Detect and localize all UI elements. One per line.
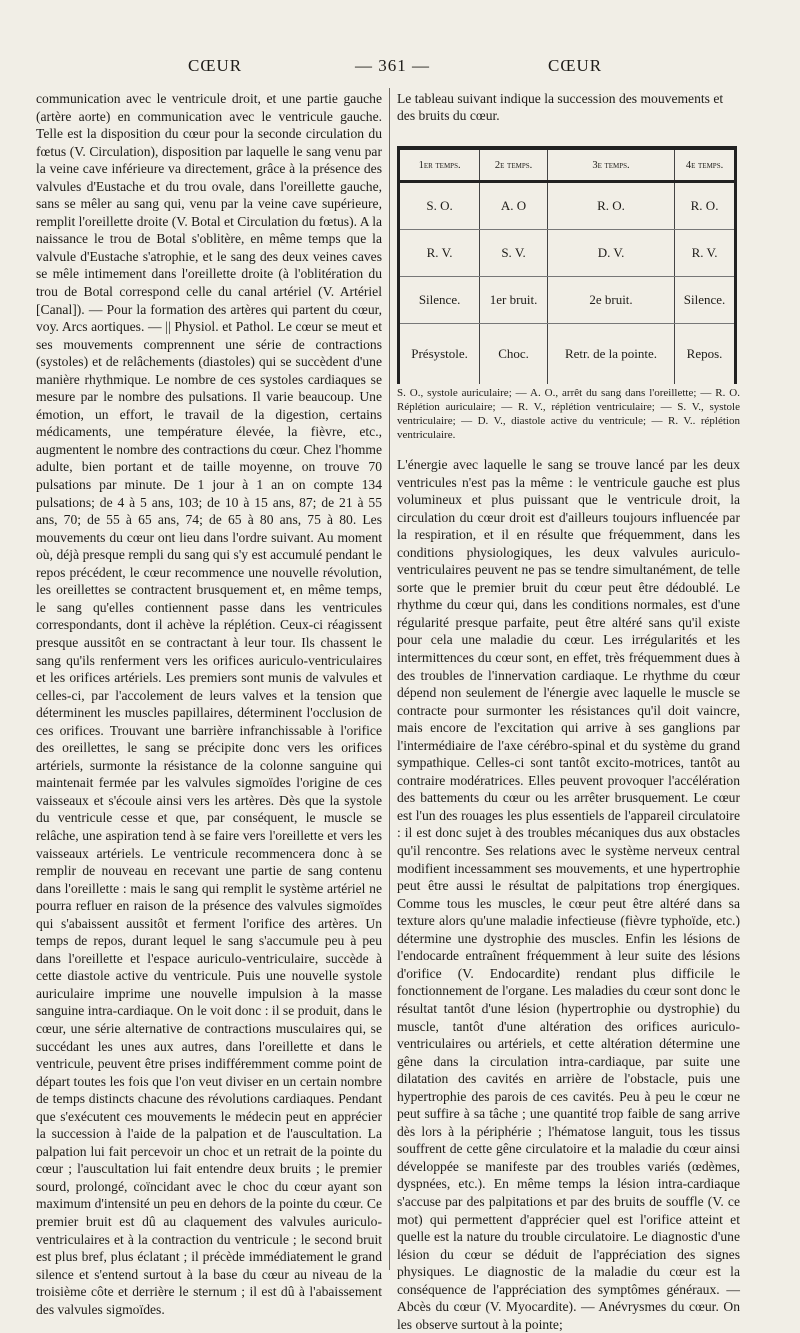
table-cell: 2e bruit. [547,277,674,324]
header-right-title: CŒUR [548,56,603,75]
table-row [399,182,736,230]
table-cell: Présystole. [399,324,480,385]
right-column-text: L'énergie avec laquelle le sang se trouve lancé par les deux ventricules n'est pas la même : le ventricule gauche est plus volumineux et plus puissant que le ventricule droit, la circulation du cœur droit est d'ailleurs toujours influencée par la respiration, et il en résulte que fréquemment, dans les conditions physiologiques, les deux valvules auriculo-ventriculaires peuvent ne pas se tendre simultanément, de telle sorte que le premier bruit du cœur peut être dédoublé. Le rhythme du cœur qui, dans les conditions normales, est d'une régularité presque parfaite, peut être altéré sans qu'il existe pour cela une maladie du cœur. Les irrégularités et les intermittences du cœur sont, en effet, très fréquemment dues à des troubles de l'innervation cardiaque. Le rhythme du cœur dépend non seulement de l'énergie avec laquelle le muscle se contracte pour surmonter les résistances qu'il doit vaincre, mais encore de l'excitation qui arrive à ses ganglions par l'intermédiaire de l'axe cérébro-spinal et du système du grand sympathique. Celles-ci sont tantôt excito-motrices, tantôt au contraire modératrices. Elles peuvent provoquer l'accélération des battements du cœur ou les arrêter brusquement. Le cœur est l'un des rouages les plus essentiels de l'appareil circulatoire : il est donc sujet à des troubles mécaniques dus aux obstacles qu'il rencontre. Ses relations avec le système nerveux central modifient incessamment ses mouvements, et une hypertrophie peut être aussi le résultat de palpitations trop énergiques. Comme tous les muscles, le cœur peut être altéré dans sa texture alors qu'une maladie infectieuse (fièvre typhoïde, etc.) détermine une dystrophie des muscles. Enfin les lésions de l'endocarde entraînent fréquemment à leur suite des lésions d'orifice (V. Endocardite) rendant plus difficile le fonctionnement de l'organe. Les maladies du cœur sont donc le résultat tantôt d'une lésion (hypertrophie ou dystrophie) du muscle, tantôt d'une altération des orifices auriculo-ventriculaires ou artériels, et cette altération détermine une gêne dans la circulation intra-cardiaque, par suite une dilatation des cavités en arrière de l'obstacle, puis une hypertrophie des parois de ces cavités. Peu à peu le cœur ne peut suffire à sa tâche ; une quantité trop faible de sang arrive dès lors à la périphérie ; l'hématose languit, tous les tissus souffrent de cette gêne circulatoire et la maladie du cœur ainsi développée se manifeste par des troubles variés (œdèmes, dyspnées, etc.). En même temps la lésion intra-cardiaque s'accuse par des palpitations et par des bruits de souffle (V. ce mot) qui permettent d'apprécier quel est l'orifice atteint et quelle est la nature du trouble circulatoire. Le diagnostic d'une lésion du cœur se déduit de l'appréciation des signes physiques. Le diagnostic de la maladie du cœur est la conséquence de l'appréciation des symptômes généraux. — Abcès du cœur (V. Myocardite). — Anévrysmes du cœur. On les observe surtout à la pointe; [397,457,740,1332]
table-cell: R. O. [547,182,674,230]
header-left-title: CŒUR [188,56,243,75]
table-cell: S. V. [480,230,548,277]
table-row [399,230,736,277]
left-column-text: communication avec le ventricule droit, et une partie gauche (artère aorte) en communication avec le ventricule gauche. Telle est la disposition du cœur pour la seconde circulation du fœtus (V. Circulation), disposition par laquelle le sang venu par la veine cave inférieure va directement, grâce à la présence des valvules d'Eustache et du trou ovale, dans l'oreillette gauche, sans se mêler au sang qui, venu par la veine cave supérieure, remplit l'oreillette droite (V. Botal et Circulation du fœtus). A la naissance le trou de Botal s'oblitère, en même temps que la valvule d'Eustache s'atrophie, et le sang des deux veines caves se mêle intimement dans l'oreillette droite (à l'oblitération du trou de Botal correspond celle du canal artériel (V. Artériel [Canal]). — Pour la formation des artères qui partent du cœur, voy. Arcs aortiques. — || Physiol. et Pathol. Le cœur se meut et ses mouvements comprennent une série de contractions (systoles) et de relâchements (diastoles) qui se succèdent d'une manière rhythmique. Le nombre de ces systoles cardiaques se mesure par le nombre des pulsations. Il varie beaucoup. Une émotion, un effort, le travail de la digestion, certains médicaments, une température élevée, la fièvre, etc., augmentent le nombre des contractions du cœur. Chez l'homme adulte, bien portant et de taille moyenne, on trouve 70 pulsations par minute. De 1 jour à 1 an on compte 134 pulsations; de 4 à 5 ans, 103; de 10 à 15 ans, 87; de 21 à 55 ans, 70; de 55 à 65 ans, 74; de 65 à 80 ans, 75 à 80. Les mouvements du cœur ont lieu dans l'ordre suivant. Au moment où, déjà presque rempli du sang qui s'y est accumulé pendant le repos précédent, le cœur recommence une nouvelle révolution, les oreillettes se contractent brusquement et, en même temps, le sang qu'elles contiennent passe dans les ventricules correspondants, dont il achève la réplétion. Ceux-ci réagissent presque aussitôt en se contractant à leur tour. Ils chassent le sang qu'ils renferment vers les orifices auriculo-ventriculaires et les orifices artériels. Les premiers sont munis de valvules et celles-ci, par l'accolement de leurs valves et la tension que déterminent les muscles papillaires, déterminent l'occlusion de ces orifices. Trouvant une barrière infranchissable à l'orifice des oreillettes, le sang se précipite donc vers les orifices artériels, surmonte la résistance de la colonne sanguine qui maintenait fermée par les valvules sigmoïdes l'origine de ces vaisseaux et s'écoule ainsi vers les artères. Dès que la systole du ventricule cesse et que, par conséquent, le muscle se relâche, une aspiration tend à se faire vers l'oreillette et vers les vaisseaux artériels. Le ventricule recommencera donc à se remplir de nouveau en recevant une partie de sang contenu dans l'oreillette : mais le sang qui remplit le système artériel ne pourra refluer en raison de la présence des valvules sigmoïdes qui s'abaissent aussitôt et ferment l'orifice des artères. Un temps de repos, durant lequel le sang s'accumule peu à peu dans l'oreillette et l'espace auriculo-ventriculaire, succède à cette diastole active du ventricule. Puis une nouvelle systole auriculaire imprime une nouvelle impulsion à la masse sanguine intra-cardiaque. On le voit donc : il se produit, dans le cœur, une série alternative de contractions musculaires qui, se succédant les unes aux autres, dans l'oreillette et dans le ventricule, peuvent être prises indifféremment comme point de départ toutes les fois que l'on veut diviser en un certain nombre de temps distincts chacune des révolutions cardiaques. Pendant que s'exécutent ces mouvements le médecin peut en apprécier la succession à l'aide de la palpation et de l'auscultation. La palpation lui fait percevoir un choc et un retrait de la pointe du cœur ; l'auscultation lui fait entendre deux bruits ; le premier sourd, prolongé, coïncidant avec le choc du cœur ayant son maximum d'intensité un peu en dehors de la pointe du cœur. Ce premier bruit est dû au claquement des valvules auriculo-ventriculaires et à la contraction du ventricule ; le second bruit est plus bref, plus éclatant ; il précède immédiatement le grand silence et s'entend surtout à la base du cœur au niveau de la troisième côte et derrière le sternum ; il est dû à l'abaissement des valvules sigmoïdes. [36,91,382,1317]
table-cell: R. V. [675,230,736,277]
table-cell: Repos. [675,324,736,385]
table-cell: Silence. [399,277,480,324]
table-row [399,324,736,385]
table-header-cell: 2e temps. [480,148,548,182]
table-cell: A. O [480,182,548,230]
running-header [0,52,800,82]
table-legend: S. O., systole auriculaire; — A. O., arrêt du sang dans l'oreillette; — R. O. Réplétion auriculaire; — R. V., réplétion ventriculaire; — S. V., systole ventriculaire; — D. V., diastole active du ventricule; — R. V.. réplétion ventriculaire. [397,387,740,441]
table-header-row [399,148,736,182]
table-cell: Retr. de la pointe. [547,324,674,385]
table-cell: Silence. [675,277,736,324]
table-header-cell: 4e temps. [675,148,736,182]
table-cell: S. O. [399,182,480,230]
table-intro: Le tableau suivant indique la succession des mouvements et des bruits du cœur. [397,91,724,123]
page-number: — 361 — [355,56,430,75]
table-cell: R. V. [399,230,480,277]
table-header-cell: 1er temps. [399,148,480,182]
table-cell: R. O. [675,182,736,230]
column-divider [389,88,390,1270]
left-column [36,90,382,1317]
table-cell: 1er bruit. [480,277,548,324]
right-column [397,456,740,1332]
table-cell: Choc. [480,324,548,385]
heart-cycle-table [397,146,737,384]
table-header-cell: 3e temps. [547,148,674,182]
table-row [399,277,736,324]
table-cell: D. V. [547,230,674,277]
